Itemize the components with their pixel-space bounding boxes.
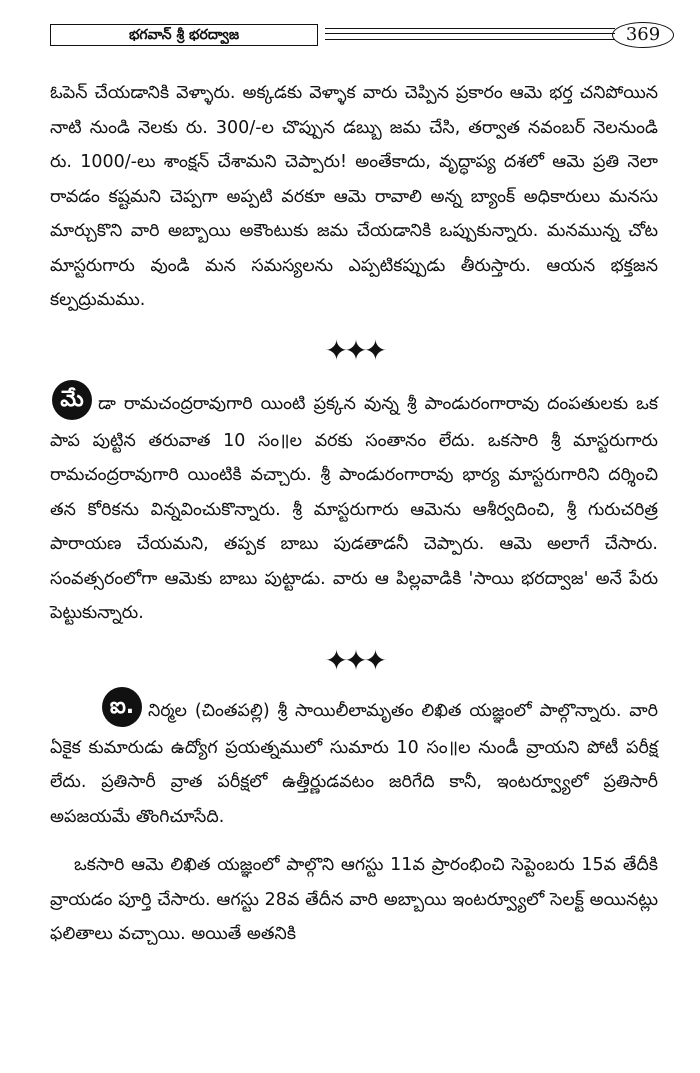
dropcap-badge: ఐ. (102, 687, 142, 727)
header-rule (325, 28, 615, 40)
page-header (50, 24, 666, 50)
story-paragraph (50, 384, 658, 631)
paragraph-continued: ఓపెన్ చేయడానికి వెళ్ళారు. అక్కడకు వెళ్ళాక వారు చెప్పిన ప్రకారం ఆమె భర్త చనిపోయిన నాటి నుండి నెలకు రు. 300/-ల చొప్పున డబ్బు జమ చేసి, తర్వాత నవంబర్ నెలనుండి రు. 1000/-లు శాంక్షన్ చేశామని చెప్పారు! అంతేకాదు, వృద్ధాప్య దశలో ఆమె ప్రతి నెలా రావడం కష్టమని చెప్పగా అప్పటి వరకూ ఆమె రావాలి అన్న బ్యాంక్ అధికారులు మనసు మార్చుకొని వారి అబ్బాయి అకౌంటుకు జమ చేయడానికి ఒప్పుకున్నారు. మనమున్న చోట మాస్టరుగారు వుండి మన సమస్యలను ఎప్పటికప్పుడు తీరుస్తారు. ఆయన భక్తజన కల్పద్రుమము. (50, 83, 658, 310)
section-separator: ✦✦✦ (324, 333, 384, 367)
story-paragraph (50, 691, 658, 835)
running-title: భగవాన్ శ్రీ భరద్వాజ (50, 24, 318, 46)
story-text: డా రామచంద్రరావుగారి యింటి ప్రక్కన వున్న శ్రీ పాండురంగారావు దంపతులకు ఒక పాప పుట్టిన తరువాత 10 సం॥ల వరకు సంతానం లేదు. ఒకసారి శ్రీ మాస్టరుగారు రామచంద్రరావుగారి యింటికి వచ్చారు. శ్రీ పాండురంగారావు భార్య మాస్టరుగారిని దర్శించి తన కోరికను విన్నవించుకొన్నారు. శ్రీ మాస్టరుగారు ఆమెను ఆశీర్వదించి, శ్రీ గురుచరిత్ర పారాయణ చేయమని, తప్పక బాబు పుడతాడనీ చెప్పారు. ఆమె అలాగే చేసారు. సంవత్సరంలోగా ఆమెకు బాబు పుట్టాడు. వారు ఆ పిల్లవాడికి 'సాయి భరద్వాజ' అనే పేరు పెట్టుకున్నారు. (50, 393, 658, 623)
paragraph-gap (50, 834, 658, 848)
dropcap-badge: మే (52, 380, 92, 420)
page-number: 369 (612, 22, 674, 48)
story-text: నిర్మల (చింతపల్లి) శ్రీ సాయిలీలామృతం లిఖిత యజ్ఞంలో పాల్గొన్నారు. వారి ఏకైక కుమారుడు ఉద్యోగ ప్రయత్నములో సుమారు 10 సం॥ల నుండీ వ్రాయని పోటీ పరీక్ష లేదు. ప్రతిసారీ వ్రాత పరీక్షలో ఉత్తీర్ణుడవటం జరిగేది కానీ, ఇంటర్వ్యూలో ప్రతిసారీ అపజయమే తొంగిచూసేది. (50, 700, 658, 827)
section-separator: ✦✦✦ (324, 643, 384, 677)
story-paragraph: ఒకసారి ఆమె లిఖిత యజ్ఞంలో పాల్గొని ఆగస్టు 11వ ప్రారంభించి సెప్టెంబరు 15వ తేదీకి వ్రాయడం పూర్తి చేసారు. ఆగస్టు 28వ తేదీన వారి అబ్బాయి ఇంటర్వ్యూలో సెలక్ట్ అయినట్లు ఫలితాలు వచ్చాయి. అయితే అతనికి (50, 855, 658, 944)
page-body (50, 76, 658, 952)
